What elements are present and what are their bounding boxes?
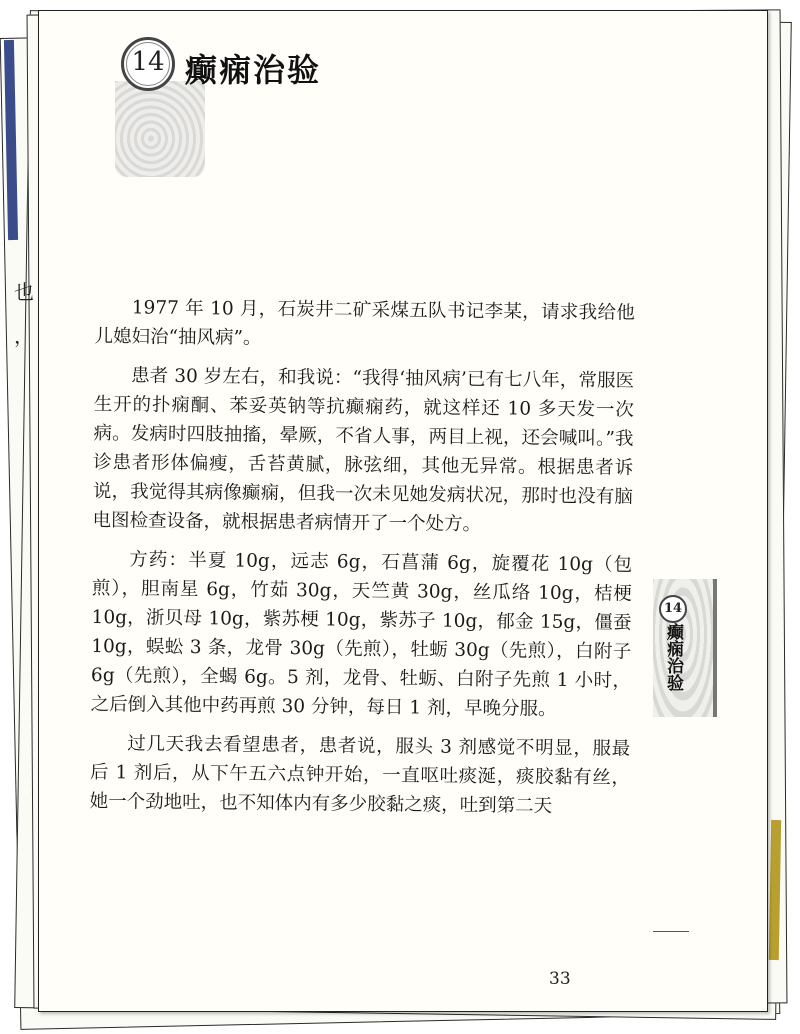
side-tab-label: 癫痫治验	[663, 623, 683, 691]
paragraph: 患者 30 岁左右，和我说：“我得‘抽风病’已有七八年，常服医生开的扑痫酮、苯妥英钠等抗癫痫药，就这样还 10 多天发一次病。发病时四肢抽搐，晕厥，不省人事，两目上视，还会喊叫。”我诊患者形体偏瘦，舌苔黄腻，脉弦细，其他无异常。根据患者诉说，我觉得其病像癫痫，但我一次未见她发病状况，那时也没有脑电图检查设备，就根据患者病情开了一个处方。	[92, 365, 635, 536]
paragraph: 方药：半夏 10g，远志 6g，石菖蒲 6g，旋覆花 10g（包煎），胆南星 6g，竹茹 30g，天竺黄 30g，丝瓜络 10g，桔梗 10g，浙贝母 10g，紫苏梗 10g，紫苏子 10g，郁金 15g，僵蚕 10g，蜈蚣 3 条，龙骨 30g（先煎），牡蛎 30g（先煎），白附子 6g（先煎），全蝎 6g。5 剂，龙骨、牡蛎、白附子先煎 1 小时，之后倒入其他中药再煎 30 分钟，每日 1 剂，早晚分服。	[90, 549, 633, 720]
chapter-title: 癫痫治验	[185, 51, 322, 89]
page-number: 33	[549, 969, 571, 989]
decorative-marble-banner	[115, 81, 205, 177]
adjacent-page-text: 也 ，	[14, 280, 34, 348]
chapter-number-badge: 14	[121, 37, 175, 91]
footer-rule	[653, 931, 689, 932]
body-text	[89, 293, 635, 832]
side-tab-number: 14	[659, 595, 687, 623]
book-page	[38, 10, 768, 1012]
paragraph: 1977 年 10 月，石炭井二矿采煤五队书记李某，请求我给他儿媳妇治“抽风病”。	[94, 297, 635, 349]
paragraph: 过几天我去看望患者，患者说，服头 3 剂感觉不明显，服最后 1 剂后，从下午五六点钟开始，一直呕吐痰涎，痰胶黏有丝，她一个劲地吐，也不知体内有多少胶黏之痰，吐到第二天	[89, 733, 631, 817]
